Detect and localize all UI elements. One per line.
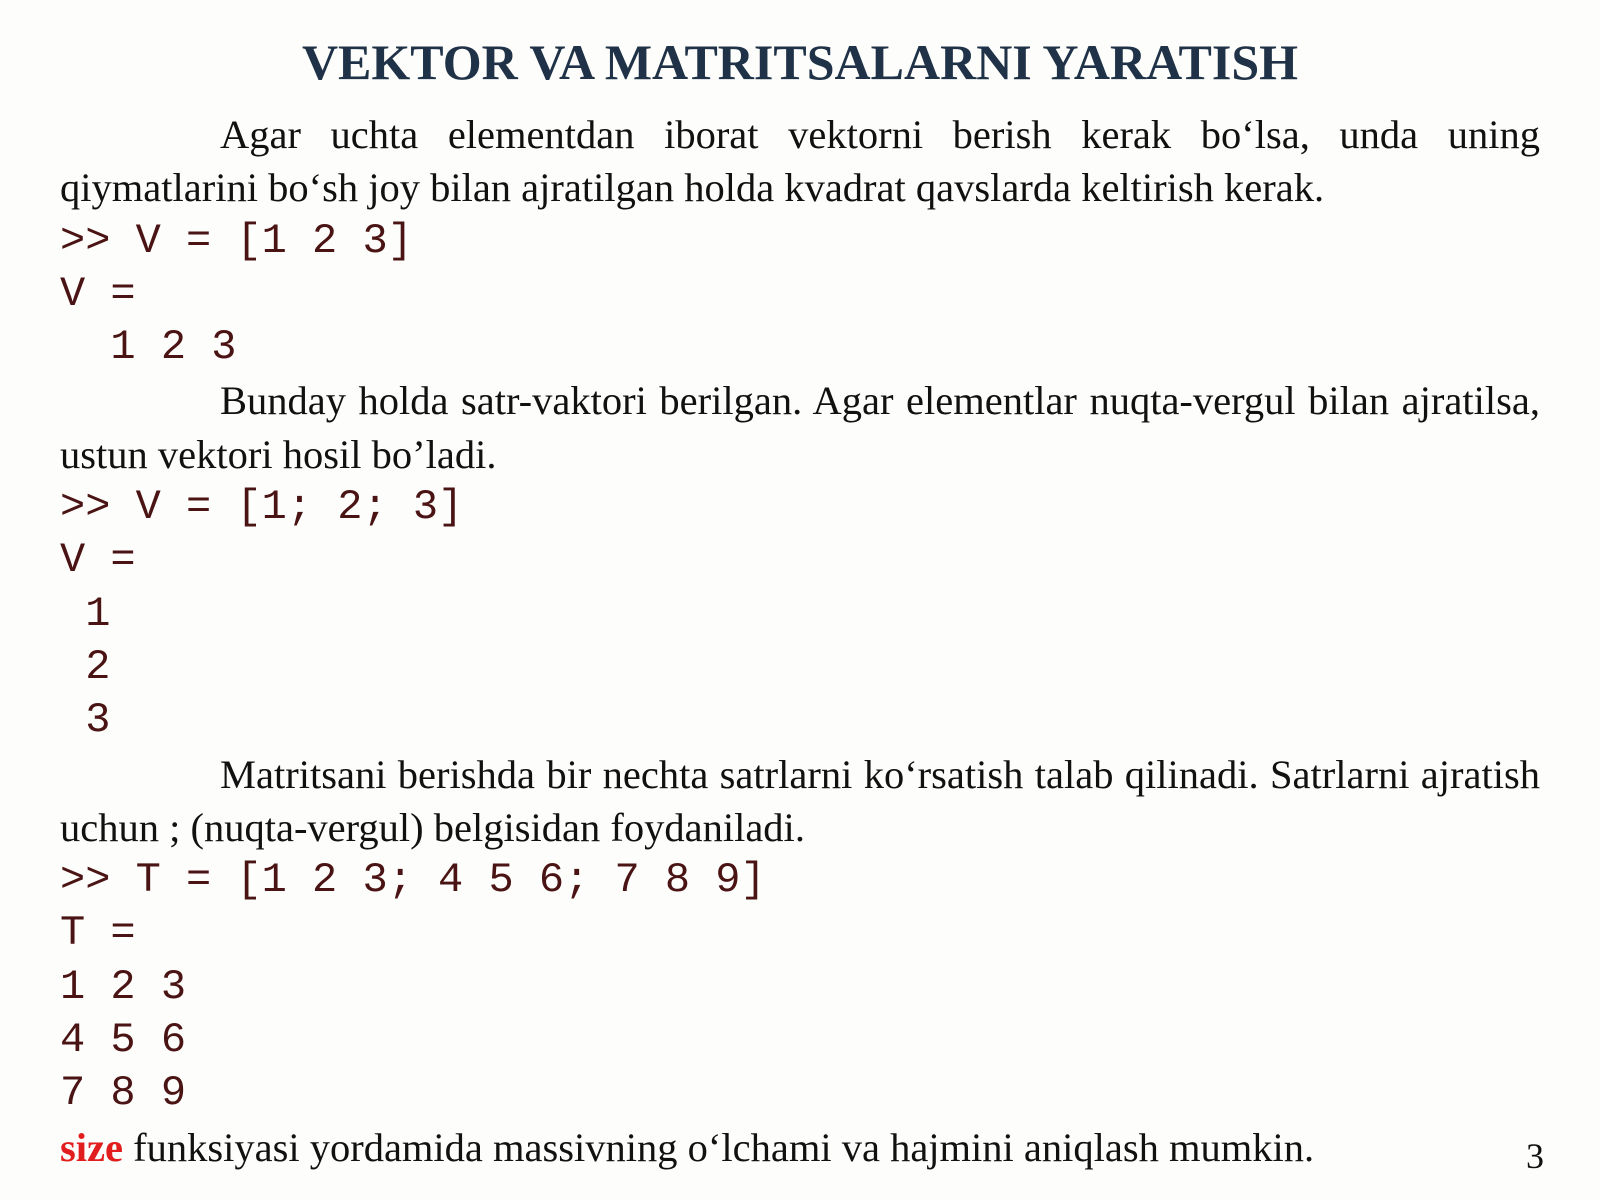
code-line: >> V = [1; 2; 3] — [60, 483, 464, 532]
code-line: 1 — [60, 589, 111, 638]
paragraph-column-vector: Bunday holda satr-vaktori berilgan. Agar elementlar nuqta-vergul bilan ajratilsa, ustun vektori hosil bo’ladi. — [60, 378, 1540, 477]
slide-title: VEKTOR VA MATRITSALARNI YARATISH — [301, 34, 1299, 90]
slide-content — [60, 108, 1540, 1174]
code-line: >> T = [1 2 3; 4 5 6; 7 8 9] — [60, 856, 766, 905]
code-line: 2 — [60, 642, 111, 691]
page-number: 3 — [1526, 1136, 1544, 1176]
footer-text: funksiyasi yordamida massivning o‘lchami va hajmini aniqlash mumkin. — [122, 1124, 1315, 1170]
code-line: 3 — [60, 696, 111, 745]
code-line: 1 2 3 — [60, 962, 187, 1011]
code-block-column-vector — [60, 481, 1540, 747]
code-line: >> V = [1 2 3] — [60, 216, 413, 265]
code-line: 7 8 9 — [60, 1069, 187, 1118]
code-block-matrix — [60, 854, 1540, 1120]
paragraph-row-vector: Agar uchta elementdan iborat vektorni berish kerak bo‘lsa, unda uning qiymatlarini bo‘sh joy bilan ajratilgan holda kvadrat qavslarda keltirish kerak. — [60, 112, 1540, 211]
code-line: 1 2 3 — [60, 323, 237, 372]
code-line: T = — [60, 909, 136, 958]
code-line: 4 5 6 — [60, 1016, 187, 1065]
code-line: V = — [60, 536, 136, 585]
size-keyword: size — [60, 1124, 123, 1170]
paragraph-matrix: Matritsani berishda bir nechta satrlarni ko‘rsatish talab qilinadi. Satrlarni ajratish uchun ; (nuqta-vergul) belgisidan foydaniladi. — [60, 751, 1540, 850]
code-block-row-vector — [60, 215, 1540, 375]
code-line: V = — [60, 269, 136, 318]
footer-sentence — [60, 1121, 1540, 1174]
